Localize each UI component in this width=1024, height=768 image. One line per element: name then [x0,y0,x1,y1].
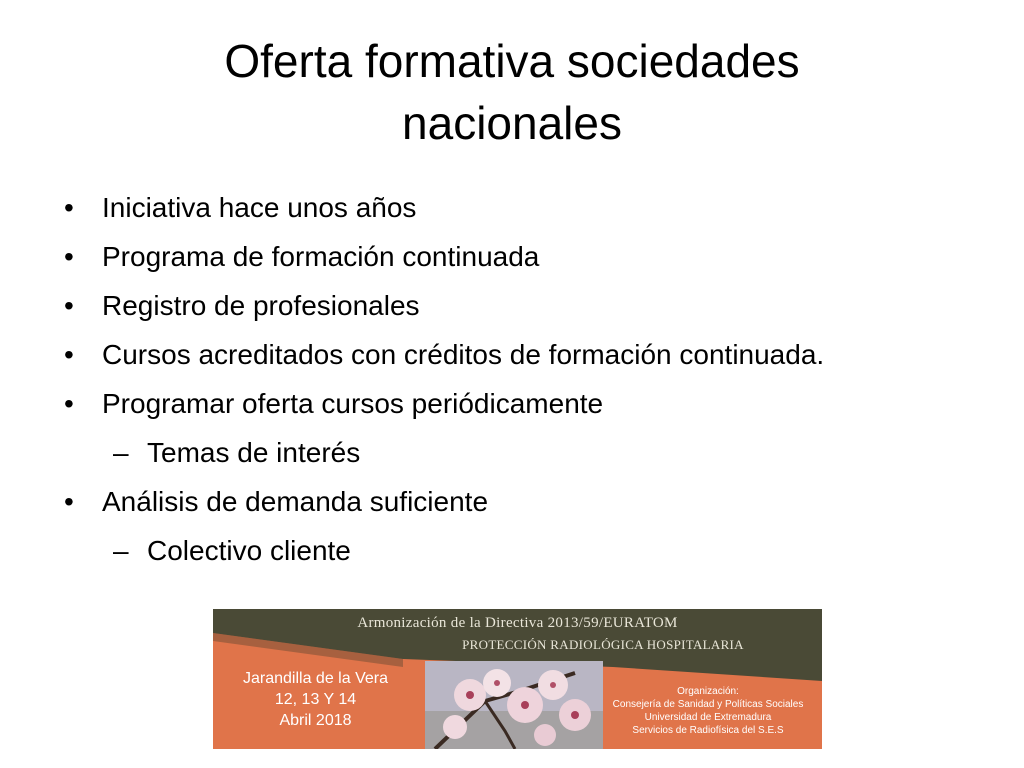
bullet-marker: • [64,241,74,272]
bullet-marker: • [64,388,74,419]
banner-org-line: Consejería de Sanidad y Políticas Sociales [612,699,804,710]
almond-blossom-photo [425,661,603,749]
sub-bullet-text: Colectivo cliente [147,535,351,566]
blossom-center [550,682,556,688]
banner-org-line: Universidad de Extremadura [644,712,772,723]
bullet-text: Iniciativa hace unos años [102,192,417,223]
bullet-list [60,183,1000,575]
bullet-item [60,477,1000,526]
event-banner [213,609,822,749]
banner-organization [603,685,813,737]
bullet-item [60,281,1000,330]
bullet-item [60,330,1000,379]
bullet-text: Análisis de demanda suficiente [102,486,489,517]
sub-bullet-item [60,526,1000,575]
bullet-text: Programar oferta cursos periódicamente [102,388,604,419]
blossom-icon [534,724,556,746]
blossom-center [571,711,579,719]
blossom-icon [443,715,467,739]
bullet-marker: • [64,192,74,223]
blossom-center [494,680,500,686]
slide-title [0,30,1024,154]
sub-bullet-item [60,428,1000,477]
bullet-text: Registro de profesionales [102,290,420,321]
banner-subtitle: PROTECCIÓN RADIOLÓGICA HOSPITALARIA [462,637,744,652]
bullet-marker: • [64,339,74,370]
bullet-item [60,379,1000,428]
bullet-text: Cursos acreditados con créditos de formación continuada. [102,339,825,370]
blossom-center [466,691,474,699]
bullet-item [60,183,1000,232]
bullet-item [60,232,1000,281]
banner-org-heading: Organización: [677,686,739,697]
sub-bullet-text: Temas de interés [147,437,361,468]
bullet-marker: • [64,290,74,321]
banner-dates: 12, 13 Y 14 [274,691,357,708]
bullet-text: Programa de formación continuada [102,241,540,272]
slide-title-line-1: Oferta formativa sociedades [224,35,800,87]
dash-marker: – [113,437,129,468]
banner-location: Jarandilla de la Vera [243,670,388,687]
dash-marker: – [113,535,129,566]
banner-location-date [223,668,408,731]
bullet-marker: • [64,486,74,517]
blossom-center [521,701,529,709]
banner-org-line: Servicios de Radiofísica del S.E.S [632,725,784,736]
banner-month-year: Abril 2018 [279,712,352,729]
banner-title: Armonización de la Directiva 2013/59/EURATOM [357,615,678,631]
slide-title-line-2: nacionales [402,97,622,149]
